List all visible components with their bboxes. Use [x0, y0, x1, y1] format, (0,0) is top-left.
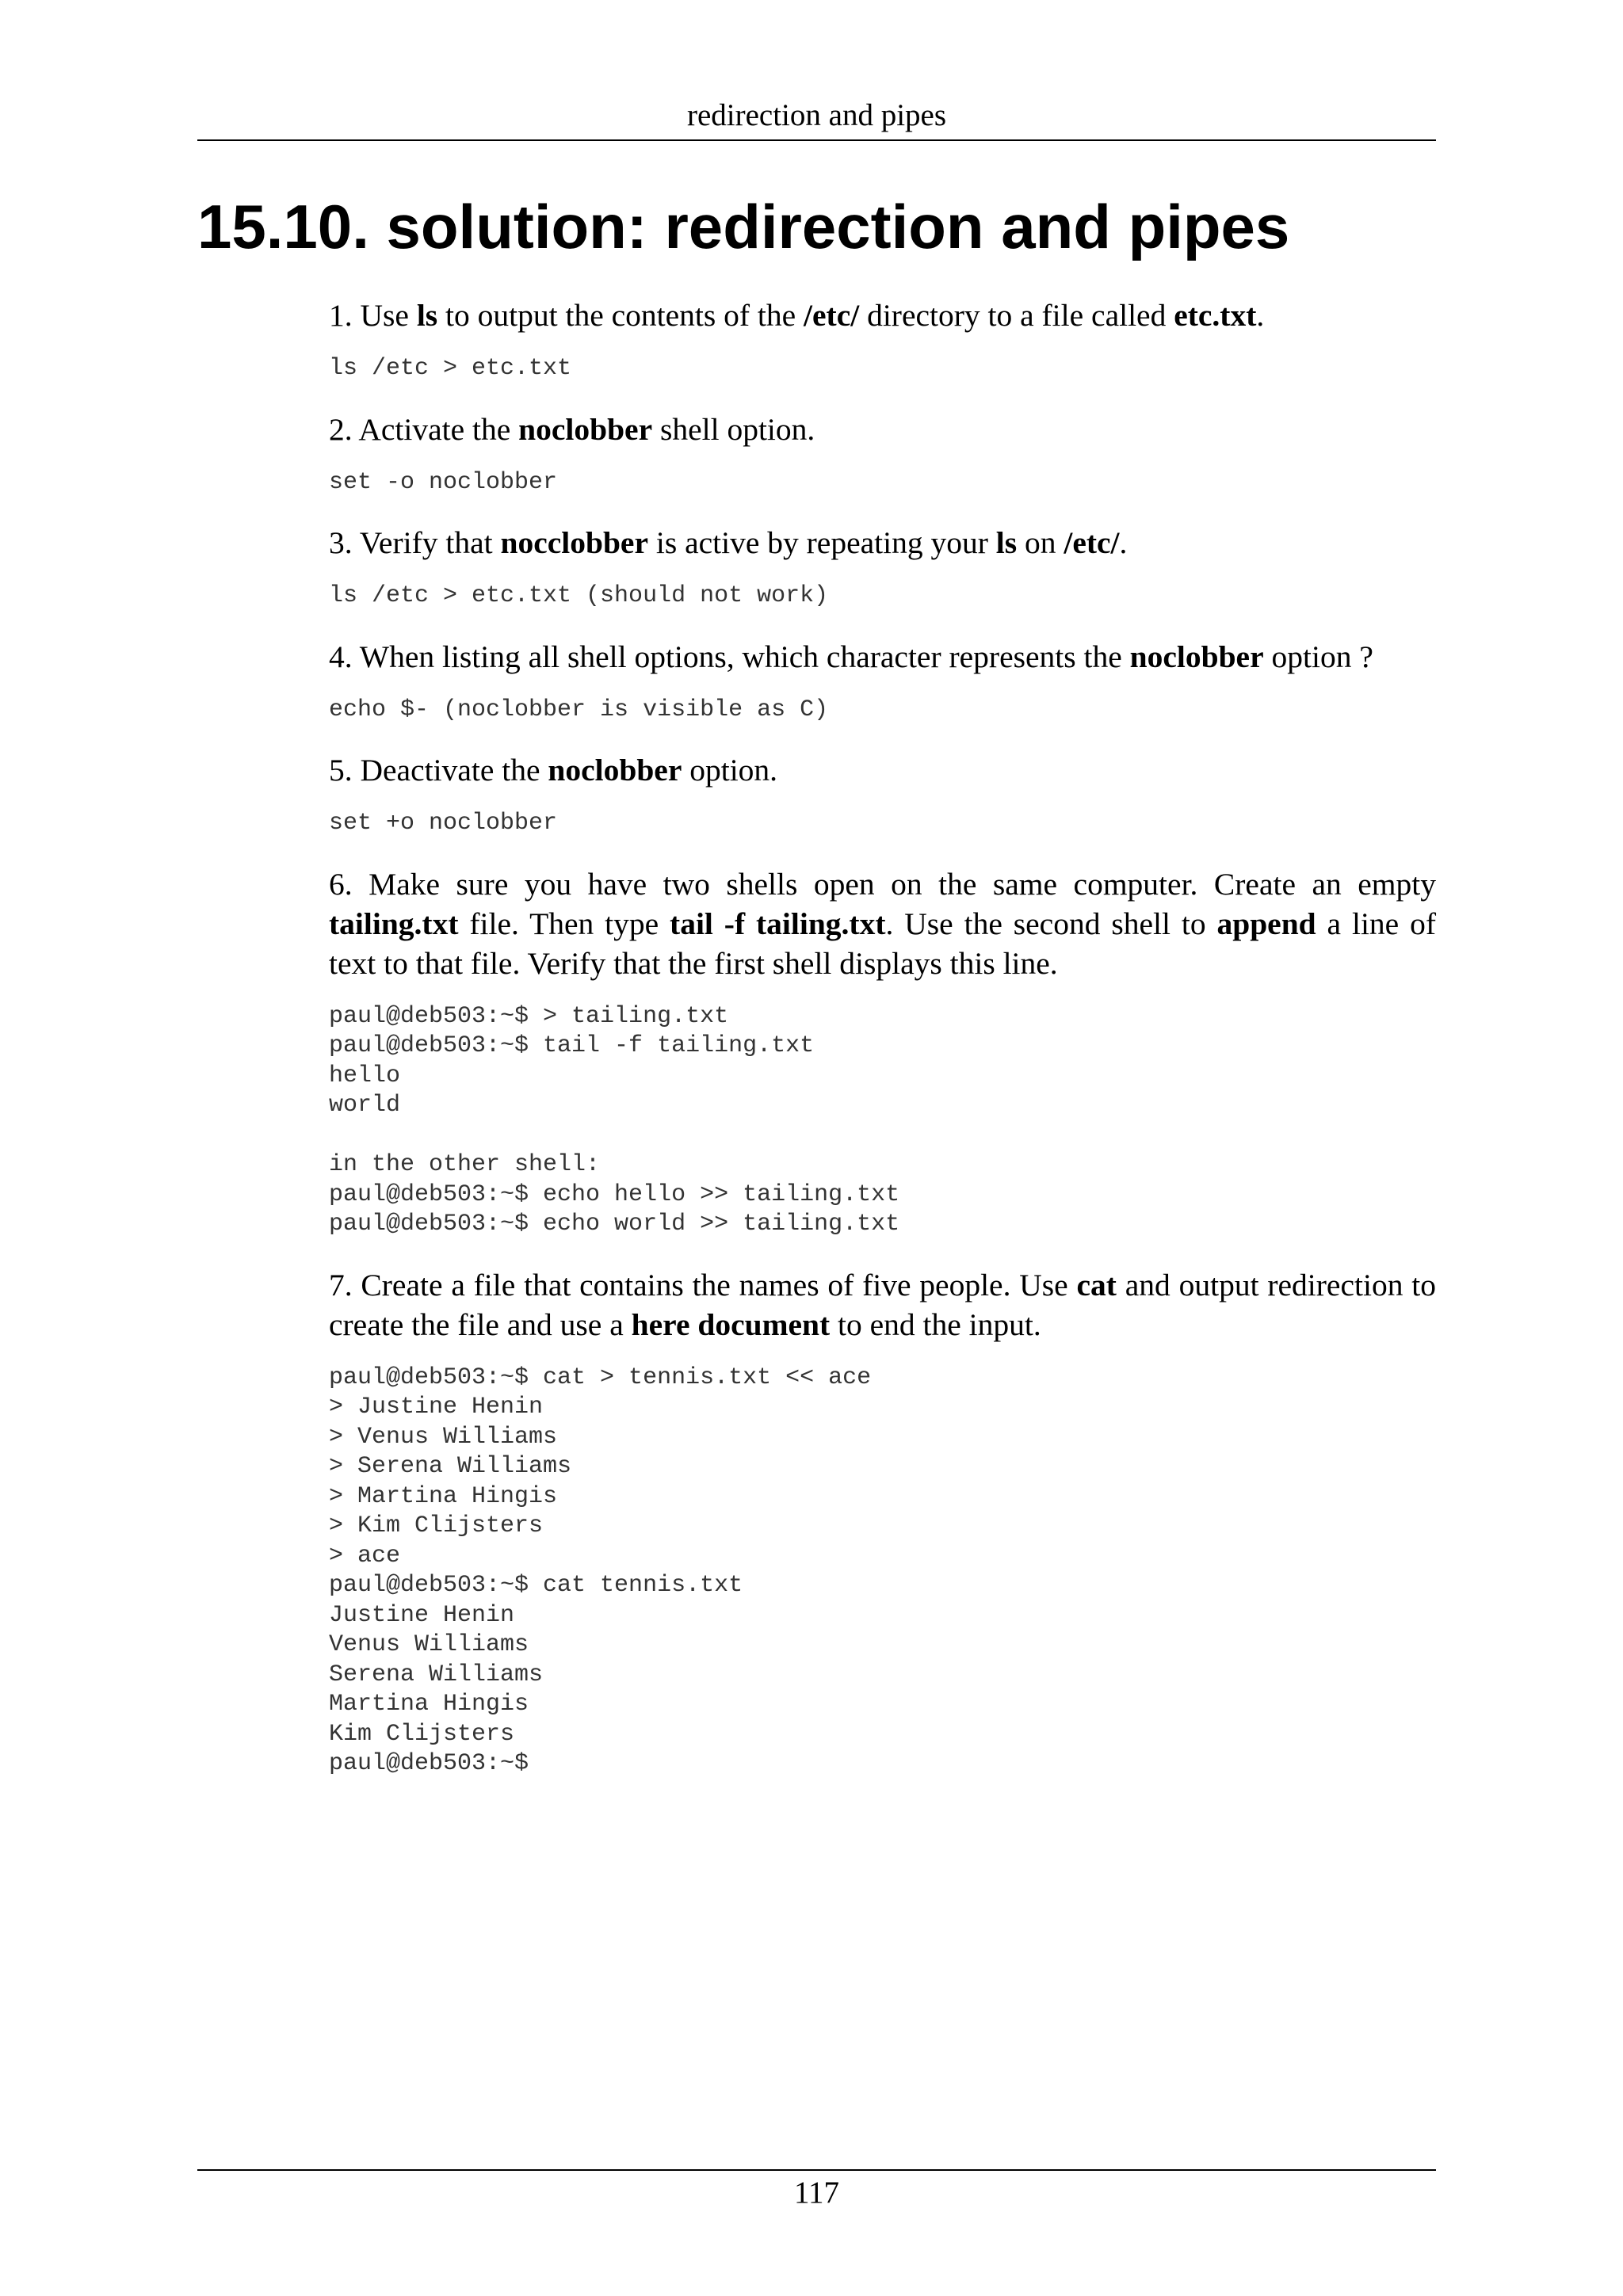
- exercise-2: [329, 410, 1436, 524]
- bold-term: ls: [995, 525, 1018, 560]
- bold-term: ls: [416, 298, 438, 333]
- code-block: set +o noclobber: [329, 810, 558, 837]
- exercise-list: [329, 296, 1436, 1779]
- bold-term: noclobber: [518, 411, 653, 447]
- code-block: paul@deb503:~$ > tailing.txt paul@deb503:~$ tail -f tailing.txt hello world in the other shell: paul@deb503:~$ echo hello >> tailing.txt paul@deb503:~$ echo world >> tailing.txt: [329, 1002, 900, 1238]
- header-divider: [197, 139, 1436, 141]
- exercise-3: [329, 523, 1436, 637]
- code-block: paul@deb503:~$ cat > tennis.txt << ace > Justine Henin > Venus Williams > Serena Williams > Martina Hingis > Kim Clijsters > ace paul@deb503:~$ cat tennis.txt Justine Henin Venus Williams Serena Williams Martina Hingis Kim Clijsters paul@deb503:~$: [329, 1363, 872, 1777]
- bold-term: noclobber: [1129, 639, 1264, 674]
- exercise-question: 4. When listing all shell options, which character represents the noclobber option ?: [329, 639, 1373, 674]
- exercise-4: [329, 637, 1436, 751]
- bold-term: cat: [1076, 1267, 1117, 1302]
- bold-term: tail -f tailing.txt: [670, 906, 886, 941]
- bold-term: /etc/: [804, 298, 860, 333]
- code-block: set -o noclobber: [329, 468, 558, 496]
- exercise-question: 1. Use ls to output the contents of the /etc/ directory to a file called etc.txt.: [329, 298, 1265, 333]
- exercise-6: [329, 864, 1436, 1265]
- section-title: 15.10. solution: redirection and pipes: [197, 192, 1290, 261]
- exercise-question: 3. Verify that nocclobber is active by repeating your ls on /etc/.: [329, 525, 1128, 560]
- code-block: echo $- (noclobber is visible as C): [329, 696, 829, 723]
- bold-term: append: [1216, 906, 1316, 941]
- exercise-question: 6. Make sure you have two shells open on the same computer. Create an empty tailing.txt file. Then type tail -f tailing.txt. Use the second shell to append a line of text to that file. Verify that the first shell displays this line.: [329, 866, 1437, 981]
- exercise-1: [329, 296, 1436, 410]
- running-header: redirection and pipes: [686, 98, 947, 132]
- page-number: 117: [793, 2176, 840, 2210]
- bold-term: noclobber: [548, 753, 682, 788]
- exercise-7: [329, 1265, 1436, 1779]
- code-block: ls /etc > etc.txt (should not work): [329, 582, 829, 609]
- bold-term: nocclobber: [500, 525, 648, 560]
- exercise-question: 7. Create a file that contains the names of five people. Use cat and output redirection to create the file and use a here document to end the input.: [329, 1267, 1436, 1342]
- bold-term: here document: [631, 1306, 831, 1342]
- code-block: ls /etc > etc.txt: [329, 355, 572, 382]
- exercise-question: 2. Activate the noclobber shell option.: [329, 411, 815, 447]
- bold-term: tailing.txt: [329, 906, 459, 941]
- bold-term: /etc/: [1064, 525, 1120, 560]
- exercise-5: [329, 750, 1436, 864]
- exercise-question: 5. Deactivate the noclobber option.: [329, 753, 778, 788]
- bold-term: etc.txt: [1174, 298, 1257, 333]
